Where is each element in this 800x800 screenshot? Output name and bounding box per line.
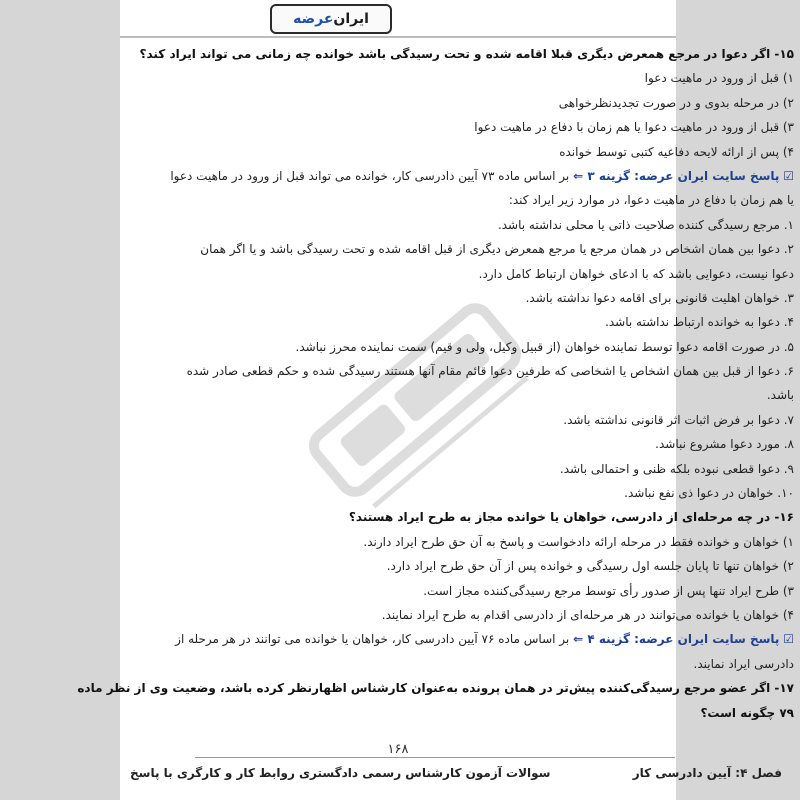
logo-accent-text: عرضه [293, 11, 334, 27]
answer-line [12, 164, 794, 188]
document-body [12, 42, 794, 725]
answer-line [12, 627, 794, 651]
question-line: ۱۵- اگر دعوا در مرجع همعرض دیگری قبلا اقامه شده و تحت رسیدگی باشد خوانده چه زمانی می تواند ایراد کند؟ [139, 47, 794, 61]
text-line: ۳. خواهان اهلیت قانونی برای اقامه دعوا نداشته باشد. [525, 290, 794, 305]
answer-explanation: بر اساس ماده ۷۶ آیین دادرسی کار، خواهان یا خوانده می توانند در هر مرحله از [175, 632, 574, 647]
question-line: ۱۶- در چه مرحله‌ای از دادرسی، خواهان یا خوانده مجاز به طرح ایراد هستند؟ [348, 510, 794, 525]
text-line: ۷. دعوا بر فرض اثبات اثر قانونی نداشته باشد. [563, 412, 794, 427]
option-line: ۲) خواهان تنها تا پایان جلسه اول رسیدگی و خوانده پس از آن حق طرح ایراد دارد. [386, 559, 794, 574]
option-line: ۱) قبل از ورود در ماهیت دعوا [644, 71, 794, 86]
checkbox-icon: ☑ [783, 632, 794, 647]
option-line: ۱) خواهان و خوانده فقط در مرحله ارائه دادخواست و پاسخ به آن حق طرح ایراد دارند. [363, 534, 794, 549]
text-line: ۸. مورد دعوا مشروع نباشد. [655, 437, 794, 452]
text-line: ۶. دعوا از قبل بین همان اشخاص یا اشخاصی که طرفین دعوا قائم مقام آنها هستند رسیدگی شده و حکم قطعی صادر شده [186, 364, 794, 379]
text-line: ۲. دعوا بین همان اشخاص در همان مرجع یا مرجع همعرض دیگری از قبل اقامه شده و تحت رسیدگی باشد و یا اگر همان [200, 242, 794, 257]
question-line: ۱۷- اگر عضو مرجع رسیدگی‌کننده پیش‌تر در همان پرونده به‌عنوان کارشناس اظهارنظر کرده باشد، وضعیت وی از نظر ماده [77, 681, 794, 696]
answer-label: پاسخ سایت ایران عرضه: گزینه ۳ ⇐ [573, 168, 780, 183]
footer-divider [195, 757, 675, 758]
text-line: دعوا نیست، دعوایی باشد که با ادعای خواهان ارتباط کامل دارد. [478, 266, 794, 281]
question-line: ۷۹ چگونه است؟ [700, 705, 794, 720]
text-line: ۱۰. خواهان در دعوا ذی نفع نباشد. [624, 486, 794, 501]
text-line: ۵. در صورت اقامه دعوا توسط نماینده خواهان (از قبیل وکیل، ولی و قیم) سمت نماینده محرز نباشد. [295, 339, 794, 354]
text-line: دادرسی ایراد نمایند. [693, 656, 794, 671]
option-line: ۲) در مرحله بدوی و در صورت تجدیدنظرخواهی [558, 95, 794, 110]
checkbox-icon: ☑ [783, 168, 794, 183]
option-line: ۳) قبل از ورود در ماهیت دعوا یا هم زمان با دفاع در ماهیت دعوا [474, 120, 794, 135]
book-title: سوالات آزمون کارشناس رسمی دادگستری روابط کار و کارگری با پاسخ [130, 766, 551, 780]
text-line: ۱. مرجع رسیدگی کننده صلاحیت ذاتی یا محلی نداشته باشد. [497, 217, 794, 232]
option-line: ۴) پس از ارائه لایحه دفاعیه کتبی توسط خوانده [559, 144, 794, 159]
page-number: ۱۶۸ [368, 742, 428, 757]
text-line: ۴. دعوا به خوانده ارتباط نداشته باشد. [605, 315, 794, 330]
site-logo [270, 4, 392, 34]
chapter-title: فصل ۴: آیین دادرسی کار [632, 766, 782, 780]
answer-label: پاسخ سایت ایران عرضه: گزینه ۴ ⇐ [573, 632, 780, 647]
logo-main-text: ایران [333, 11, 369, 27]
option-line: ۴) خواهان یا خوانده می‌توانند در هر مرحله‌ای از دادرسی اقدام به طرح ایراد نمایند. [381, 607, 794, 622]
option-line: ۳) طرح ایراد تنها پس از صدور رأی توسط مرجع رسیدگی‌کننده مجاز است. [423, 583, 794, 598]
text-line: ۹. دعوا قطعی نبوده بلکه ظنی و احتمالی باشد. [559, 461, 794, 476]
header-divider [120, 36, 676, 38]
answer-explanation: بر اساس ماده ۷۳ آیین دادرسی کار، خوانده می تواند قبل از ورود در ماهیت دعوا [170, 168, 574, 183]
text-line: باشد. [766, 388, 794, 403]
text-line: یا هم زمان با دفاع در ماهیت دعوا، در موارد زیر ایراد کند: [508, 193, 794, 208]
